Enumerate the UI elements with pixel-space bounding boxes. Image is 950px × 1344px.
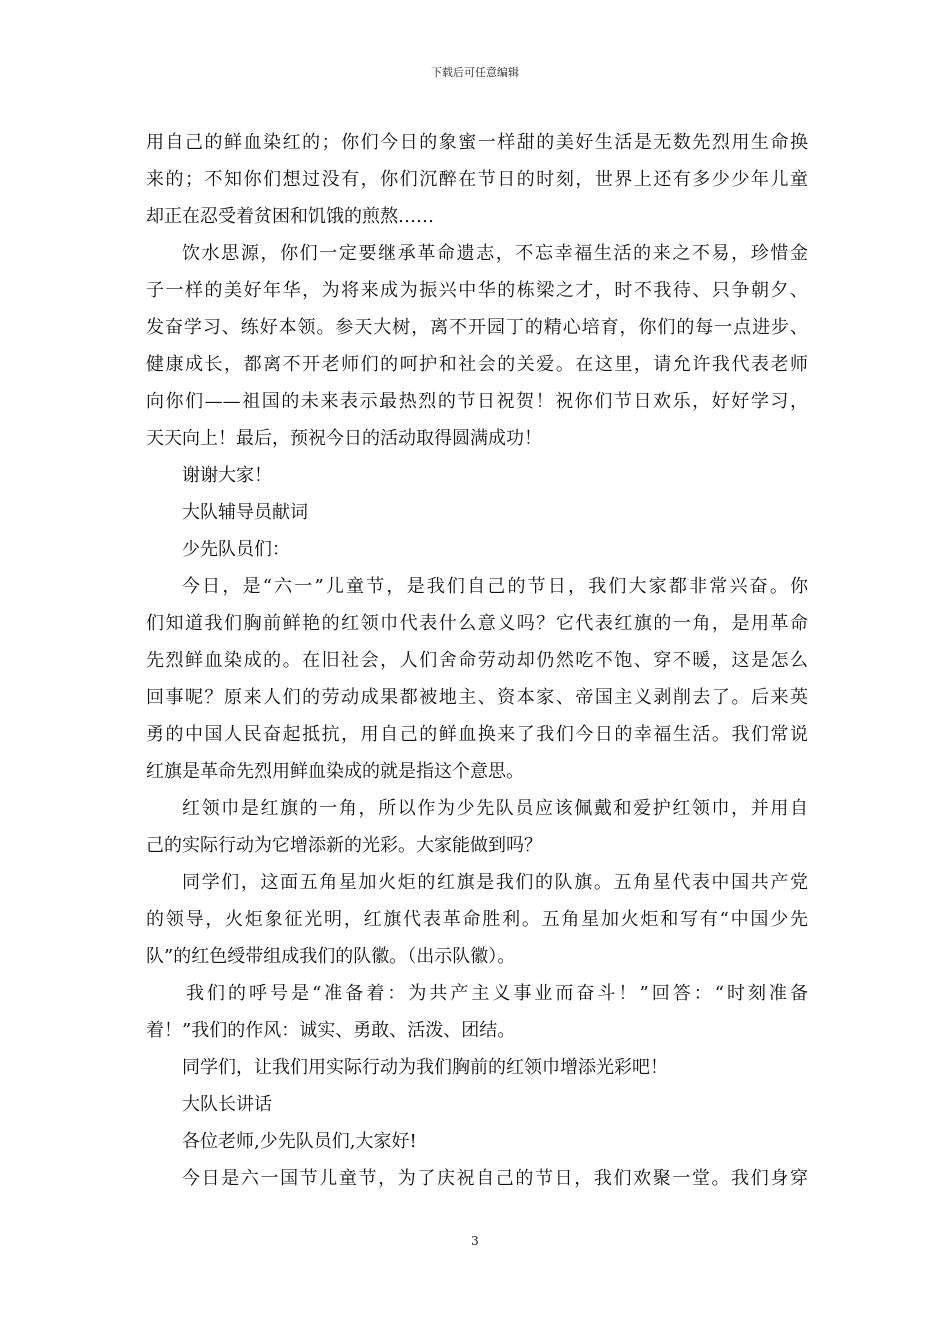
text-line: 来的；不知你们想过没有，你们沉醉在节日的时刻，世界上还有多少少年儿童	[146, 169, 808, 190]
text-line: 健康成长，都离不开老师们的呵护和社会的关爱。在这里，请允许我代表老师	[146, 354, 808, 375]
text-line: 队”的红色绶带组成我们的队徽。（出示队徽）。	[146, 946, 516, 967]
text-line: 向你们——祖国的未来表示最热烈的节日祝贺！祝你们节日欢乐，好好学习，	[146, 391, 808, 412]
text-line: 子一样的美好年华，为将来成为振兴中华的栋梁之才，时不我待、只争朝夕、	[146, 280, 808, 301]
text-line: 我们的呼号是“准备着：为共产主义事业而奋斗！”回答：“时刻准备	[186, 983, 808, 1004]
text-line: 天天向上！最后，预祝今日的活动取得圆满成功！	[146, 428, 542, 449]
document-body	[146, 124, 808, 1197]
text-line: 发奋学习、练好本领。参天大树，离不开园丁的精心培育，你们的每一点进步、	[146, 317, 808, 338]
text-line: 红旗是革命先烈用鲜血染成的就是指这个意思。	[146, 761, 524, 782]
text-line: 着！”我们的作风：诚实、勇敢、活泼、团结。	[146, 1020, 516, 1041]
section-heading: 大队辅导员献词	[182, 502, 308, 523]
text-line: 同学们，让我们用实际行动为我们胸前的红领巾增添光彩吧！	[182, 1057, 668, 1078]
text-line: 先烈鲜血染成的。在旧社会，人们舍命劳动却仍然吃不饱、穿不暖，这是怎么	[146, 650, 808, 671]
text-line: 己的实际行动为它增添新的光彩。大家能做到吗？	[146, 835, 542, 856]
text-line: 红领巾是红旗的一角，所以作为少先队员应该佩戴和爱护红领巾，并用自	[182, 798, 808, 819]
text-line: 各位老师,少先队员们,大家好!	[182, 1131, 417, 1152]
text-line: 今日是六一国节儿童节，为了庆祝自己的节日，我们欢聚一堂。我们身穿	[182, 1168, 808, 1189]
text-line: 少先队员们：	[182, 539, 290, 560]
text-line: 的领导，火炬象征光明，红旗代表革命胜利。五角星加火炬和写有“中国少先	[146, 909, 808, 930]
text-line: 勇的中国人民奋起抵抗，用自己的鲜血换来了我们今日的幸福生活。我们常说	[146, 724, 808, 745]
page-header: 下载后可任意编辑	[431, 66, 519, 79]
text-line: 今日，是“六一”儿童节，是我们自己的节日，我们大家都非常兴奋。你	[182, 576, 808, 597]
text-line: 回事呢？原来人们的劳动成果都被地主、资本家、帝国主义剥削去了。后来英	[146, 687, 808, 708]
section-heading: 大队长讲话	[182, 1094, 272, 1115]
text-line: 却正在忍受着贫困和饥饿的煎熬……	[146, 206, 434, 227]
text-line: 谢谢大家！	[182, 465, 272, 486]
text-line: 们知道我们胸前鲜艳的红领巾代表什么意义吗？它代表红旗的一角，是用革命	[146, 613, 808, 634]
text-line: 用自己的鲜血染红的；你们今日的象蜜一样甜的美好生活是无数先烈用生命换	[146, 132, 808, 153]
page-number: 3	[471, 1234, 479, 1248]
text-line: 同学们，这面五角星加火炬的红旗是我们的队旗。五角星代表中国共产党	[182, 872, 808, 893]
text-line: 饮水思源，你们一定要继承革命遗志，不忘幸福生活的来之不易，珍惜金	[182, 243, 808, 264]
